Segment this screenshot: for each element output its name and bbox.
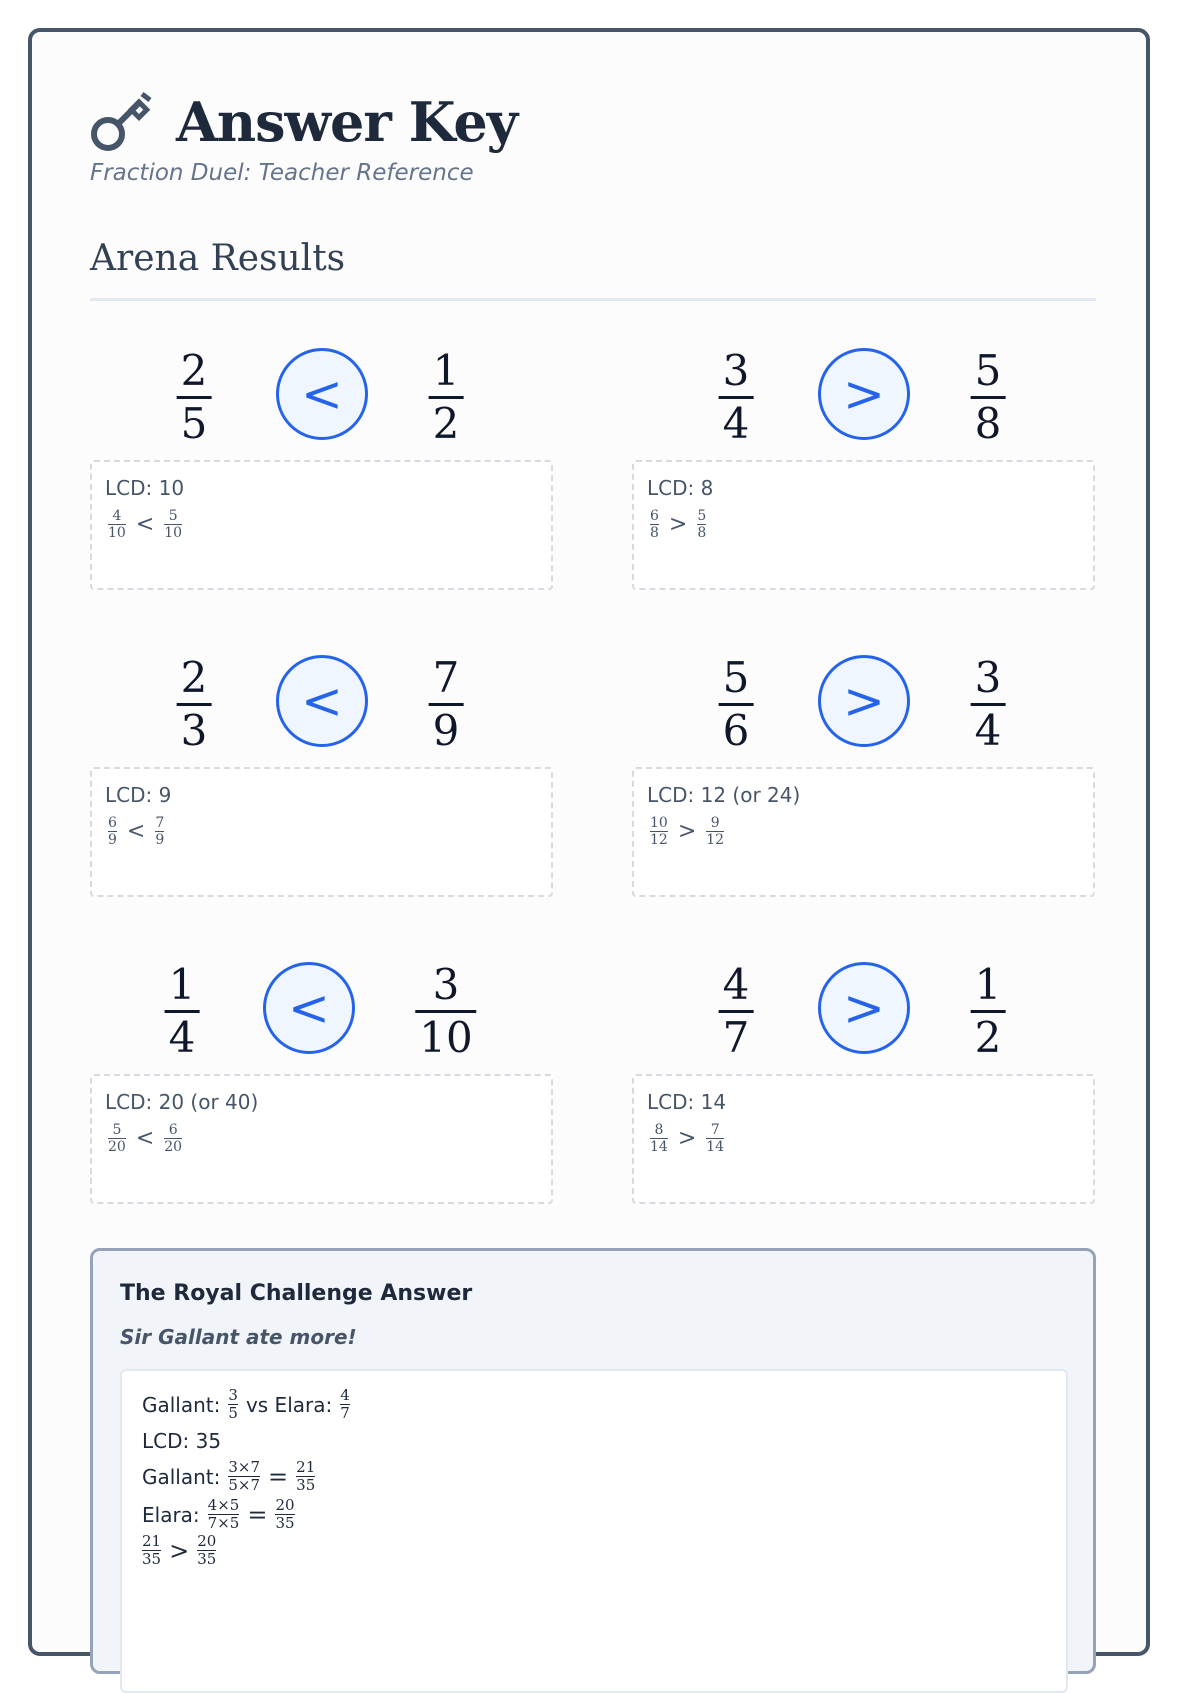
fraction-pair — [632, 647, 1095, 767]
denominator: 9 — [432, 706, 460, 755]
denominator: 4 — [168, 1013, 196, 1062]
numerator: 3 — [974, 653, 1002, 702]
explanation-box — [632, 460, 1095, 590]
numerator: 6 — [168, 1122, 178, 1138]
numerator: 3 — [432, 960, 460, 1009]
duel-card — [90, 647, 553, 917]
numerator: 5 — [722, 653, 750, 702]
fraction — [108, 815, 117, 848]
numerator: 20 — [197, 1532, 217, 1550]
right-fraction — [975, 960, 1002, 1063]
denominator: 4 — [974, 706, 1002, 755]
numerator: 5 — [974, 346, 1002, 395]
numerator: 1 — [974, 960, 1002, 1009]
denominator: 14 — [706, 1139, 725, 1155]
fraction — [296, 1459, 315, 1494]
denominator: 35 — [275, 1514, 295, 1532]
fraction — [108, 508, 126, 541]
right-fraction — [419, 960, 472, 1063]
left-fraction — [723, 346, 750, 449]
equivalent-comparison — [108, 815, 164, 848]
numerator: 4 — [340, 1386, 350, 1404]
lcd-label: LCD: 10 — [105, 476, 185, 500]
lcd-label: LCD: 8 — [647, 476, 714, 500]
duel-card — [90, 340, 553, 610]
lcd-label: LCD: 14 — [647, 1090, 727, 1114]
right-fraction — [975, 346, 1002, 449]
equivalent-comparison — [650, 508, 706, 541]
royal-answer: Sir Gallant ate more! — [120, 1325, 357, 1349]
numerator: 9 — [710, 815, 720, 831]
royal-title: The Royal Challenge Answer — [120, 1281, 473, 1306]
denominator: 3 — [180, 706, 208, 755]
numerator: 5 — [112, 1122, 122, 1138]
denominator: 10 — [419, 1013, 473, 1062]
numerator: 21 — [296, 1458, 316, 1476]
lcd-label: LCD: 12 (or 24) — [647, 783, 801, 807]
denominator: 8 — [650, 525, 659, 541]
fraction-pair — [632, 954, 1095, 1074]
fraction-pair — [632, 340, 1095, 460]
comparison-symbol: < — [276, 348, 368, 440]
fraction — [650, 1122, 668, 1155]
denominator: 5 — [180, 399, 208, 448]
operator: > — [169, 1536, 190, 1565]
denominator: 10 — [108, 525, 126, 541]
numerator: 1 — [432, 346, 460, 395]
denominator: 7 — [340, 1404, 350, 1422]
numerator: 7 — [710, 1122, 720, 1138]
comparison-symbol: > — [818, 655, 910, 747]
comparison-operator: < — [135, 512, 155, 537]
right-fraction — [975, 653, 1002, 756]
numerator: 7 — [155, 815, 165, 831]
lcd-label: LCD: 9 — [105, 783, 172, 807]
comparison-symbol: > — [818, 962, 910, 1054]
operator: = — [247, 1500, 268, 1529]
numerator: 6 — [108, 815, 117, 831]
fraction-pair — [90, 647, 553, 767]
section-title: Arena Results — [90, 238, 1096, 301]
numerator: 8 — [654, 1122, 664, 1138]
work-line — [142, 1429, 221, 1453]
left-fraction — [169, 960, 196, 1063]
denominator: 4 — [722, 399, 750, 448]
comparison-symbol: < — [276, 655, 368, 747]
numerator: 1 — [168, 960, 196, 1009]
explanation-box — [632, 767, 1095, 897]
numerator: 7 — [432, 653, 460, 702]
numerator: 2 — [180, 346, 208, 395]
equivalent-comparison — [108, 508, 182, 541]
numerator: 2 — [180, 653, 208, 702]
work-text: Elara: — [142, 1502, 200, 1527]
work-text: LCD: 35 — [142, 1429, 222, 1453]
lcd-label: LCD: 20 (or 40) — [105, 1090, 259, 1114]
comparison-operator: > — [668, 512, 688, 537]
equivalent-comparison — [650, 1122, 724, 1155]
fraction — [108, 1122, 126, 1155]
work-line — [142, 1497, 295, 1532]
fraction-pair — [90, 340, 553, 460]
fraction — [142, 1533, 161, 1568]
comparison-operator: > — [677, 819, 697, 844]
numerator: 10 — [650, 815, 668, 831]
comparison-operator: < — [126, 819, 146, 844]
numerator: 4 — [722, 960, 750, 1009]
left-fraction — [723, 653, 750, 756]
fraction — [650, 815, 668, 848]
work-line — [142, 1533, 216, 1568]
answer-key-card — [28, 28, 1150, 1656]
numerator: 21 — [142, 1532, 162, 1550]
denominator: 2 — [432, 399, 460, 448]
fraction — [275, 1497, 294, 1532]
royal-work-box — [120, 1369, 1068, 1693]
numerator: 4 — [112, 508, 122, 524]
numerator: 5 — [168, 508, 178, 524]
comparison-operator: < — [135, 1126, 155, 1151]
denominator: 9 — [155, 832, 165, 848]
page-title: Answer Key — [176, 90, 518, 154]
duel-card — [632, 340, 1095, 610]
fraction — [155, 815, 164, 848]
duel-card — [632, 954, 1095, 1224]
denominator: 8 — [697, 525, 707, 541]
comparison-symbol: > — [818, 348, 910, 440]
work-line — [142, 1387, 350, 1422]
denominator: 35 — [296, 1476, 316, 1494]
denominator: 5×7 — [228, 1476, 261, 1494]
explanation-box — [632, 1074, 1095, 1204]
operator: = — [268, 1462, 289, 1491]
work-text: vs Elara: — [245, 1392, 333, 1417]
numerator: 5 — [697, 508, 707, 524]
fraction-pair — [90, 954, 553, 1074]
fraction — [340, 1387, 350, 1422]
denominator: 9 — [108, 832, 117, 848]
explanation-box — [90, 767, 553, 897]
numerator: 6 — [650, 508, 659, 524]
comparison-symbol: < — [263, 962, 355, 1054]
equivalent-comparison — [650, 815, 724, 848]
left-fraction — [181, 346, 208, 449]
royal-challenge-panel — [90, 1248, 1096, 1674]
denominator: 35 — [197, 1550, 217, 1568]
denominator: 12 — [706, 832, 725, 848]
fraction — [208, 1497, 240, 1532]
denominator: 2 — [974, 1013, 1002, 1062]
explanation-box — [90, 1074, 553, 1204]
denominator: 7×5 — [207, 1514, 240, 1532]
work-line — [142, 1459, 315, 1494]
work-text: Gallant: — [142, 1392, 221, 1417]
denominator: 7 — [722, 1013, 750, 1062]
equivalent-comparison — [108, 1122, 182, 1155]
work-text: Gallant: — [142, 1464, 221, 1489]
denominator: 20 — [108, 1139, 126, 1155]
numerator: 3×7 — [228, 1458, 261, 1476]
duel-card — [90, 954, 553, 1224]
denominator: 5 — [228, 1404, 238, 1422]
denominator: 10 — [164, 525, 183, 541]
page-subtitle: Fraction Duel: Teacher Reference — [90, 160, 474, 186]
fraction — [706, 1122, 724, 1155]
denominator: 12 — [650, 832, 668, 848]
fraction — [197, 1533, 216, 1568]
denominator: 6 — [722, 706, 750, 755]
denominator: 14 — [650, 1139, 668, 1155]
numerator: 4×5 — [207, 1496, 240, 1514]
left-fraction — [723, 960, 750, 1063]
left-fraction — [181, 653, 208, 756]
explanation-box — [90, 460, 553, 590]
numerator: 3 — [228, 1386, 238, 1404]
fraction — [650, 508, 659, 541]
comparison-operator: > — [677, 1126, 697, 1151]
fraction — [228, 1387, 238, 1422]
fraction — [164, 1122, 182, 1155]
denominator: 8 — [974, 399, 1002, 448]
fraction — [706, 815, 724, 848]
key-icon — [90, 90, 156, 156]
right-fraction — [433, 346, 460, 449]
numerator: 3 — [722, 346, 750, 395]
denominator: 35 — [142, 1550, 162, 1568]
right-fraction — [433, 653, 460, 756]
denominator: 20 — [164, 1139, 183, 1155]
fraction — [697, 508, 706, 541]
fraction — [164, 508, 182, 541]
duel-card — [632, 647, 1095, 917]
numerator: 20 — [275, 1496, 295, 1514]
fraction — [228, 1459, 260, 1494]
